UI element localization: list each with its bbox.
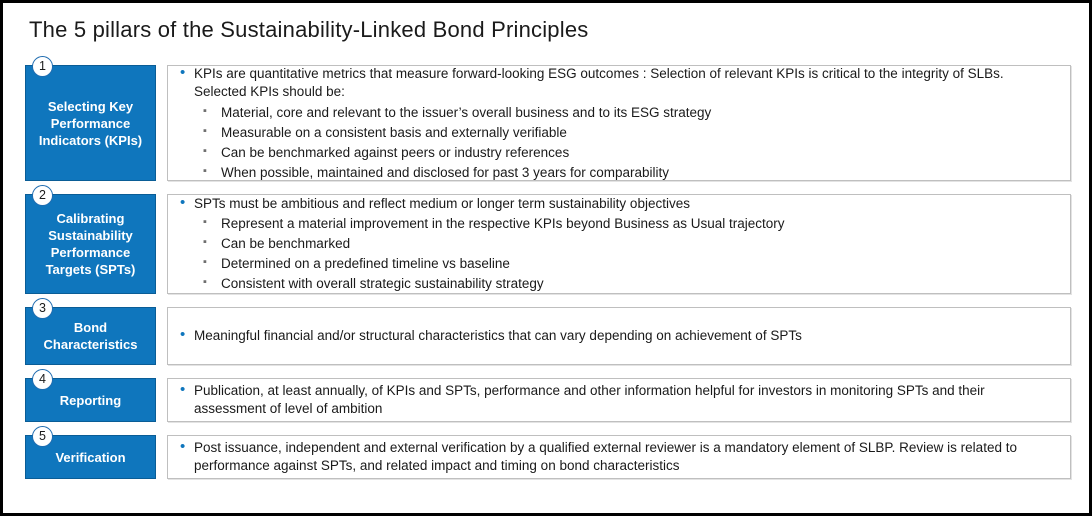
pillar-content [167, 65, 1071, 181]
pillar-number-badge: 4 [32, 369, 53, 390]
pillar-number-badge: 3 [32, 298, 53, 319]
pillar-content [167, 378, 1071, 422]
pillar-label: Selecting Key Performance Indicators (KPIs) [25, 65, 156, 181]
bullet-list [178, 438, 1058, 477]
sub-bullet-item: ▪ Can be benchmarked against peers or industry references [194, 143, 1058, 162]
pillar-number-badge: 1 [32, 56, 53, 77]
pillar-row [25, 301, 1071, 365]
sub-bullet-list [194, 214, 1058, 293]
pillar-label: Bond Characteristics [25, 307, 156, 365]
bullet-item: • Post issuance, independent and external verification by a qualified external reviewer is a mandatory element of SLBP. Review is related to performance against SPTs, and related impact and timing on bond characteristics [178, 439, 1058, 476]
sub-bullet-item: ▪ Consistent with overall strategic sustainability strategy [194, 274, 1058, 293]
pillar-number-badge: 2 [32, 185, 53, 206]
bullet-list [178, 194, 1058, 295]
sub-bullet-item: ▪ Material, core and relevant to the issuer’s overall business and to its ESG strategy [194, 103, 1058, 122]
bullet-list [178, 326, 1058, 347]
pillar-row [25, 188, 1071, 294]
bullet-item: • Meaningful financial and/or structural characteristics that can vary depending on achievement of SPTs [178, 327, 1058, 346]
pillar-row [25, 372, 1071, 422]
sub-bullet-item: ▪ Determined on a predefined timeline vs baseline [194, 254, 1058, 273]
sub-bullet-list [194, 103, 1058, 182]
bullet-list [178, 64, 1058, 183]
bullet-item: • Publication, at least annually, of KPIs and SPTs, performance and other information helpful for investors in monitoring SPTs and their assessment of level of ambition [178, 382, 1058, 419]
pillar-row [25, 59, 1071, 181]
sub-bullet-item: ▪ Measurable on a consistent basis and externally verifiable [194, 123, 1058, 142]
sub-bullet-item: ▪ Represent a material improvement in the respective KPIs beyond Business as Usual trajectory [194, 214, 1058, 233]
pillar-content [167, 307, 1071, 365]
bullet-text: SPTs must be ambitious and reflect medium or longer term sustainability objectives [194, 195, 690, 211]
pillar-content [167, 194, 1071, 294]
bullet-item [178, 195, 1058, 294]
pillar-label: Verification [25, 435, 156, 479]
pillar-label: Reporting [25, 378, 156, 422]
sub-bullet-item: ▪ Can be benchmarked [194, 234, 1058, 253]
pillar-content [167, 435, 1071, 479]
bullet-list [178, 381, 1058, 420]
sub-bullet-item: ▪ When possible, maintained and disclosed for past 3 years for comparability [194, 163, 1058, 182]
pillar-number-badge: 5 [32, 426, 53, 447]
pillars-list [25, 59, 1071, 492]
pillar-label: Calibrating Sustainability Performance Targets (SPTs) [25, 194, 156, 294]
bullet-item [178, 65, 1058, 182]
pillar-row [25, 429, 1071, 479]
bullet-text: KPIs are quantitative metrics that measure forward-looking ESG outcomes : Selection of relevant KPIs is critical to the integrity of SLBs. Selected KPIs should be: [194, 65, 1004, 99]
page-title: The 5 pillars of the Sustainability-Linked Bond Principles [29, 17, 589, 42]
